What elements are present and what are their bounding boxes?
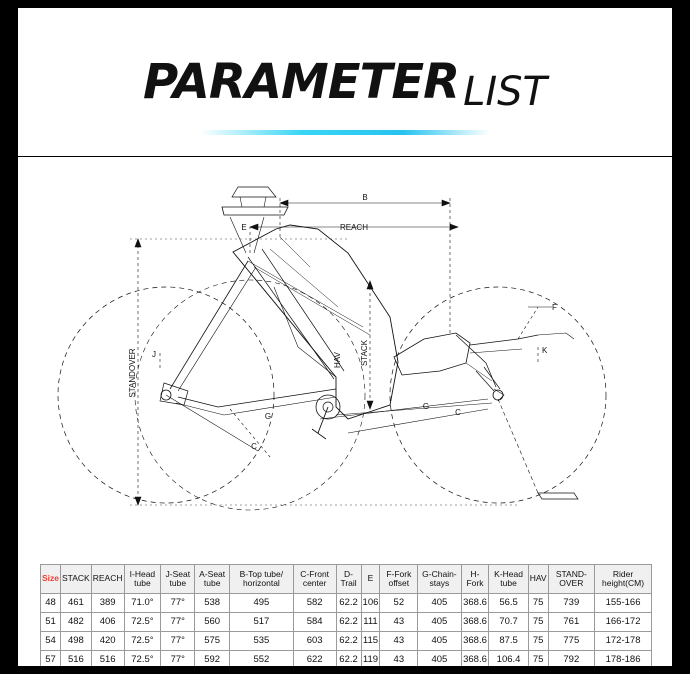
cell-stack: 461 xyxy=(61,594,92,613)
cell-f-fork-offset: 43 xyxy=(380,613,418,632)
table-header-row xyxy=(41,565,652,594)
cell-size: 51 xyxy=(41,613,61,632)
col-header-f-fork-offset: F-Fork offset xyxy=(380,565,418,594)
cell-size: 54 xyxy=(41,632,61,651)
cell-i-head-tube: 72.5° xyxy=(124,651,161,667)
cell-hav: 75 xyxy=(528,632,548,651)
cell-c-front-center: 582 xyxy=(293,594,336,613)
cell-f-fork-offset: 43 xyxy=(380,632,418,651)
page-title xyxy=(18,54,672,115)
cell-e: 111 xyxy=(361,613,380,632)
col-header-h-fork: H-Fork xyxy=(461,565,489,594)
title-sub: LIST xyxy=(463,69,547,115)
cell-b-top-tube: 535 xyxy=(230,632,294,651)
table-row xyxy=(41,594,652,613)
col-header-stack: STACK xyxy=(61,565,92,594)
cell-hav: 75 xyxy=(528,594,548,613)
col-header-e: E xyxy=(361,565,380,594)
cell-standover: 775 xyxy=(548,632,595,651)
cell-rider-height: 172-178 xyxy=(595,632,652,651)
cell-f-fork-offset: 52 xyxy=(380,594,418,613)
cell-c-front-center: 584 xyxy=(293,613,336,632)
cell-h-fork: 368.6 xyxy=(461,632,489,651)
cell-k-head-tube: 56.5 xyxy=(489,594,528,613)
col-header-rider-height: Rider height(CM) xyxy=(595,565,652,594)
cell-standover: 739 xyxy=(548,594,595,613)
parameter-table xyxy=(40,564,652,666)
cell-g-chainstays: 405 xyxy=(418,651,461,667)
cell-i-head-tube: 72.5° xyxy=(124,632,161,651)
col-header-b-top-tube: B-Top tube/ horizontal xyxy=(230,565,294,594)
cell-i-head-tube: 72.5° xyxy=(124,613,161,632)
table-row xyxy=(41,632,652,651)
title-block xyxy=(18,8,672,157)
col-header-g-chainstays: G-Chain-stays xyxy=(418,565,461,594)
cell-h-fork: 368.6 xyxy=(461,594,489,613)
col-header-j-seat-tube: J-Seat tube xyxy=(161,565,195,594)
cell-g-chainstays: 405 xyxy=(418,632,461,651)
cell-d-trail: 62.2 xyxy=(336,613,361,632)
cell-rider-height: 166-172 xyxy=(595,613,652,632)
cell-b-top-tube: 495 xyxy=(230,594,294,613)
parameter-list-page xyxy=(18,8,672,666)
table-row xyxy=(41,613,652,632)
cell-d-trail: 62.2 xyxy=(336,594,361,613)
geometry-table xyxy=(40,564,652,666)
label-hav: HAV xyxy=(333,352,342,368)
cell-b-top-tube: 517 xyxy=(230,613,294,632)
table-row xyxy=(41,651,652,667)
label-e: E xyxy=(241,223,247,232)
cell-reach: 389 xyxy=(91,594,124,613)
cell-stack: 498 xyxy=(61,632,92,651)
cell-reach: 516 xyxy=(91,651,124,667)
cell-c-front-center: 622 xyxy=(293,651,336,667)
cell-a-seat-tube: 560 xyxy=(195,613,230,632)
cell-k-head-tube: 70.7 xyxy=(489,613,528,632)
cell-j-seat-tube: 77° xyxy=(161,594,195,613)
col-header-reach: REACH xyxy=(91,565,124,594)
cell-j-seat-tube: 77° xyxy=(161,651,195,667)
label-standover: STANDOVER xyxy=(128,348,137,398)
rear-wheel-outline xyxy=(390,287,606,503)
col-header-k-head-tube: K-Head tube xyxy=(489,565,528,594)
cell-stack: 482 xyxy=(61,613,92,632)
rear-dropout xyxy=(160,383,188,405)
cell-d-trail: 62.2 xyxy=(336,632,361,651)
cell-d-trail: 62.2 xyxy=(336,651,361,667)
cell-j-seat-tube: 77° xyxy=(161,632,195,651)
cell-reach: 406 xyxy=(91,613,124,632)
cell-h-fork: 368.6 xyxy=(461,651,489,667)
label-g-left: G xyxy=(264,412,272,421)
chain-stay xyxy=(178,389,336,407)
col-header-c-front-center: C-Front center xyxy=(293,565,336,594)
cell-e: 115 xyxy=(361,632,380,651)
dimension-b xyxy=(280,197,450,333)
cell-i-head-tube: 71.0° xyxy=(124,594,161,613)
cell-hav: 75 xyxy=(528,651,548,667)
seat-stay xyxy=(170,261,248,389)
cell-rider-height: 178-186 xyxy=(595,651,652,667)
label-reach: REACH xyxy=(339,223,369,232)
cell-h-fork: 368.6 xyxy=(461,613,489,632)
fork xyxy=(476,367,500,391)
col-header-d-trail: D-Trail xyxy=(336,565,361,594)
cell-f-fork-offset: 43 xyxy=(380,651,418,667)
label-g-right: G xyxy=(422,402,430,411)
col-header-standover: STAND-OVER xyxy=(548,565,595,594)
cell-k-head-tube: 87.5 xyxy=(489,632,528,651)
col-header-i-head-tube: I-Head tube xyxy=(124,565,161,594)
cell-size: 57 xyxy=(41,651,61,667)
label-c-right: C xyxy=(455,408,461,417)
cell-k-head-tube: 106.4 xyxy=(489,651,528,667)
cell-g-chainstays: 405 xyxy=(418,594,461,613)
dimension-standover xyxy=(130,239,518,505)
cell-c-front-center: 603 xyxy=(293,632,336,651)
label-k: K xyxy=(542,346,548,355)
label-f: F xyxy=(552,303,557,312)
cell-b-top-tube: 552 xyxy=(230,651,294,667)
cell-a-seat-tube: 592 xyxy=(195,651,230,667)
col-header-size: Size xyxy=(41,565,61,594)
cell-standover: 761 xyxy=(548,613,595,632)
cell-hav: 75 xyxy=(528,613,548,632)
label-b: B xyxy=(362,193,368,202)
col-header-a-seat-tube: A-Seat tube xyxy=(195,565,230,594)
title-underline-accent xyxy=(200,130,490,135)
cell-e: 119 xyxy=(361,651,380,667)
label-j: J xyxy=(152,350,156,359)
cell-j-seat-tube: 77° xyxy=(161,613,195,632)
title-main: PARAMETER xyxy=(143,54,460,110)
saddle xyxy=(222,207,288,215)
seat-tube xyxy=(248,249,344,379)
cell-g-chainstays: 405 xyxy=(418,613,461,632)
cell-standover: 792 xyxy=(548,651,595,667)
cell-rider-height: 155-166 xyxy=(595,594,652,613)
label-c-left: C xyxy=(251,442,257,451)
cell-reach: 420 xyxy=(91,632,124,651)
col-header-hav: HAV xyxy=(528,565,548,594)
cell-a-seat-tube: 575 xyxy=(195,632,230,651)
bike-geometry-diagram xyxy=(18,157,672,557)
cell-e: 106 xyxy=(361,594,380,613)
cell-a-seat-tube: 538 xyxy=(195,594,230,613)
cell-stack: 516 xyxy=(61,651,92,667)
label-stack: STACK xyxy=(360,339,369,367)
cell-size: 48 xyxy=(41,594,61,613)
frame-body xyxy=(233,225,398,419)
